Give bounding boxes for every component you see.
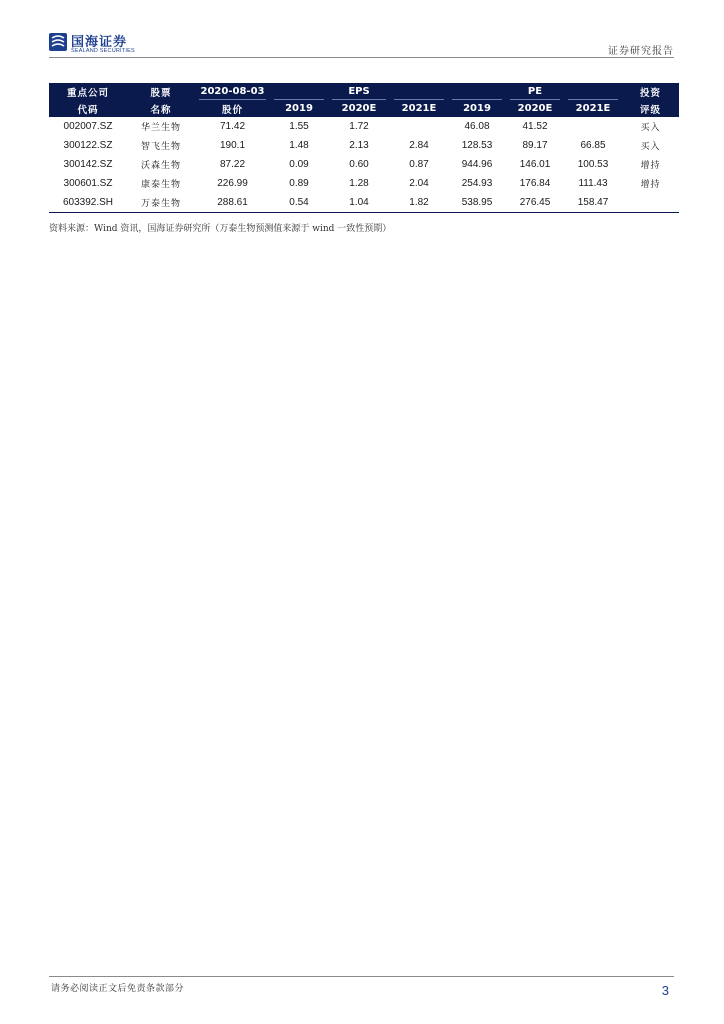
- disclaimer-text: 请务必阅读正文后免责条款部分: [51, 984, 185, 994]
- th-company: 重点公司: [49, 83, 127, 100]
- cell-price: 71.42: [219, 121, 246, 132]
- th-pe-2019: 2019: [448, 100, 506, 117]
- cell-pe-2021e: 111.43: [578, 178, 608, 189]
- cell-pe-2021e: 158.47: [564, 193, 622, 213]
- cell-eps-2020e: 1.28: [349, 178, 369, 189]
- cell-name: 万泰生物: [127, 193, 195, 213]
- cell-eps-2019: 1.55: [289, 121, 309, 132]
- page-number: 3: [661, 983, 669, 998]
- cell-price: 87.22: [219, 159, 246, 170]
- th-blank-1: [270, 83, 328, 100]
- cell-eps-2021e: 1.82: [390, 193, 448, 213]
- th-pe-2020e: 2020E: [506, 100, 564, 117]
- header-divider: [49, 57, 674, 58]
- cell-pe-2021e: [564, 117, 622, 136]
- table-row: [49, 117, 679, 136]
- table-row: [49, 174, 679, 193]
- cell-rating: 买入: [640, 142, 661, 152]
- cell-code: 300601.SZ: [63, 178, 113, 189]
- th-rating-2: 评级: [622, 100, 679, 117]
- table-row: [49, 136, 679, 155]
- cell-eps-2019: 0.09: [289, 159, 309, 170]
- logo-cn-text: 国海证券: [71, 35, 128, 50]
- th-code: 代码: [49, 100, 127, 117]
- cell-price: 190.1: [219, 140, 246, 151]
- cell-price: 226.99: [217, 178, 248, 189]
- cell-pe-2019: 538.95: [448, 193, 506, 213]
- table-row: [49, 193, 679, 213]
- th-pe: PE: [506, 83, 564, 100]
- cell-code: 300122.SZ: [63, 140, 113, 151]
- table-header-row-1: [49, 83, 679, 100]
- th-blank-4: [564, 83, 622, 100]
- th-blank-3: [448, 83, 506, 100]
- th-name: 名称: [127, 100, 195, 117]
- cell-eps-2020e: 1.72: [349, 121, 369, 132]
- cell-pe-2020e: 89.17: [522, 140, 548, 151]
- cell-code: 002007.SZ: [63, 121, 113, 132]
- sealand-logo: [49, 33, 144, 57]
- logo-en-text: SEALAND SECURITIES: [71, 48, 135, 54]
- page-header: [49, 30, 674, 58]
- cell-pe-2021e: 66.85: [580, 140, 606, 151]
- cell-rating: [622, 193, 679, 213]
- cell-code: 603392.SH: [49, 193, 127, 213]
- th-pe-2021e: 2021E: [564, 100, 622, 117]
- sealand-logo-icon: [49, 33, 67, 51]
- cell-eps-2019: 0.54: [270, 193, 328, 213]
- cell-name: 沃森生物: [140, 161, 181, 171]
- th-stock: 股票: [127, 83, 195, 100]
- cell-price: 288.61: [195, 193, 270, 213]
- cell-rating: 买入: [640, 123, 661, 133]
- report-type-label: 证券研究报告: [608, 46, 674, 57]
- source-note: 资料来源：Wind 资讯，国海证券研究所（万泰生物预测值来源于 wind 一致性预期）: [49, 224, 392, 234]
- th-date: 2020-08-03: [195, 83, 270, 100]
- cell-eps-2021e: [390, 117, 448, 136]
- footer-divider: [49, 976, 674, 977]
- cell-eps-2019: 1.48: [289, 140, 309, 151]
- cell-pe-2019: 46.08: [464, 121, 490, 132]
- key-companies-table: [49, 83, 679, 213]
- cell-name: 康泰生物: [140, 180, 181, 190]
- cell-pe-2020e: 276.45: [506, 193, 564, 213]
- th-price: 股价: [195, 100, 270, 117]
- cell-pe-2020e: 41.52: [522, 121, 548, 132]
- cell-pe-2020e: 176.84: [519, 178, 551, 189]
- cell-pe-2020e: 146.01: [519, 159, 551, 170]
- cell-eps-2020e: 1.04: [328, 193, 390, 213]
- cell-rating: 增持: [640, 180, 661, 190]
- cell-eps-2021e: 2.04: [409, 178, 429, 189]
- th-blank-2: [390, 83, 448, 100]
- th-rating: 投资: [622, 83, 679, 100]
- th-eps-2020e: 2020E: [328, 100, 390, 117]
- th-eps-2019: 2019: [270, 100, 328, 117]
- cell-pe-2019: 254.93: [461, 178, 493, 189]
- cell-pe-2019: 128.53: [461, 140, 493, 151]
- cell-eps-2021e: 0.87: [409, 159, 429, 170]
- cell-rating: 增持: [640, 161, 661, 171]
- cell-name: 华兰生物: [140, 123, 181, 133]
- cell-eps-2020e: 2.13: [349, 140, 369, 151]
- cell-pe-2019: 944.96: [461, 159, 493, 170]
- cell-eps-2019: 0.89: [289, 178, 309, 189]
- cell-name: 智飞生物: [140, 142, 181, 152]
- cell-code: 300142.SZ: [63, 159, 113, 170]
- table-row: [49, 155, 679, 174]
- table-header-row-2: [49, 100, 679, 117]
- th-eps-2021e: 2021E: [390, 100, 448, 117]
- cell-eps-2020e: 0.60: [349, 159, 369, 170]
- th-eps: EPS: [328, 83, 390, 100]
- cell-pe-2021e: 100.53: [577, 159, 609, 170]
- cell-eps-2021e: 2.84: [409, 140, 429, 151]
